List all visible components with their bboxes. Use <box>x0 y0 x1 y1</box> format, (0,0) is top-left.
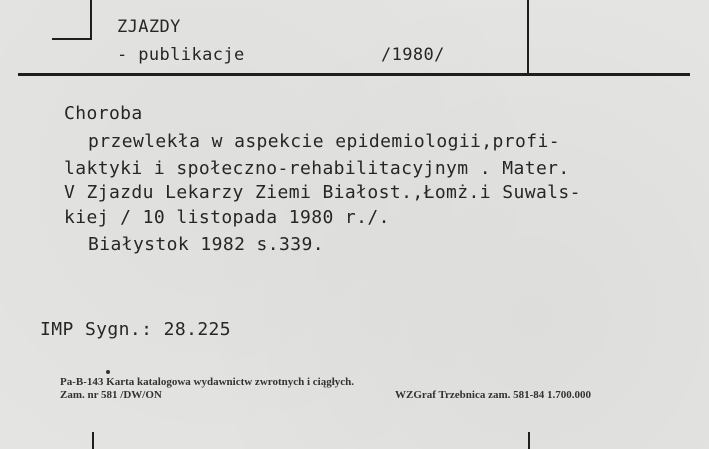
subject-heading: ZJAZDY <box>117 17 181 37</box>
entry-line: Białystok 1982 s.339. <box>88 234 324 255</box>
entry-line: przewlekła w aspekcie epidemiologii,profi- <box>88 131 560 152</box>
header-rule <box>18 73 690 76</box>
left-short-rule <box>52 38 92 40</box>
subheading: - publikacje <box>117 45 245 65</box>
call-number: IMP Sygn.: 28.225 <box>40 319 232 340</box>
printer-imprint-order: Zam. nr 581 /DW/ON <box>60 389 162 401</box>
entry-line: kiej / 10 listopada 1980 r./. <box>64 207 390 228</box>
entry-line: V Zjazdu Lekarzy Ziemi Białost.,Łomż.i Suwals- <box>64 182 581 203</box>
bottom-right-tick <box>528 432 530 449</box>
printer-imprint-publisher: WZGraf Trzebnica zam. 581-84 1.700.000 <box>395 389 592 401</box>
right-vertical-rule <box>527 0 529 74</box>
printer-imprint-line1: Pa-B-143 Karta katalogowa wydawnictw zwrotnych i ciągłych. <box>60 376 355 388</box>
year-mark: /1980/ <box>381 45 445 65</box>
ink-dot <box>106 370 110 374</box>
bottom-left-tick <box>92 432 94 449</box>
entry-line: Choroba <box>64 103 143 124</box>
entry-line: laktyki i społeczno-rehabilitacyjnym . Mater. <box>64 158 570 179</box>
left-vertical-rule <box>90 0 92 40</box>
